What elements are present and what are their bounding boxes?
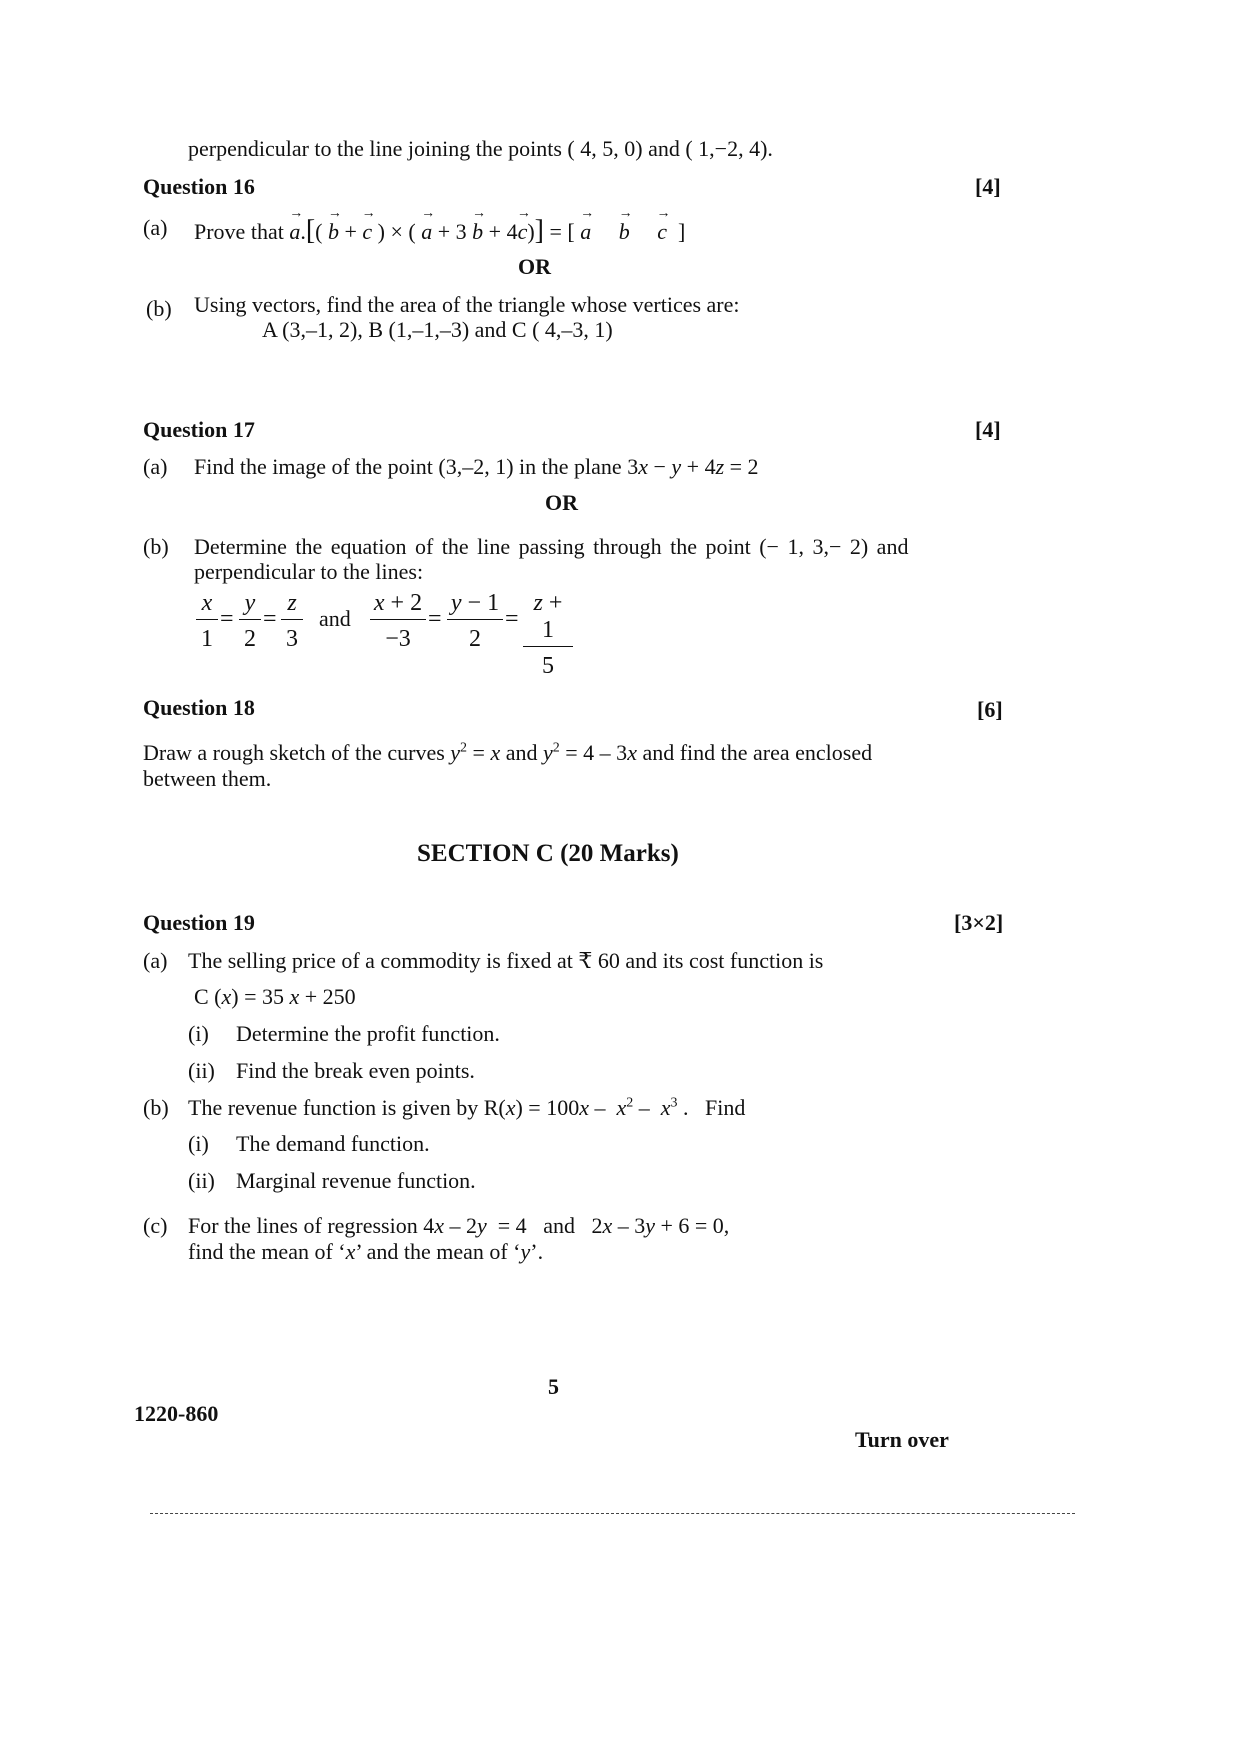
q16-b-text: Using vectors, find the area of the triangle whose vertices are: bbox=[194, 292, 740, 317]
frac-z-3: $\frac{z}{3}$ bbox=[281, 590, 303, 653]
q19-a-ii-text: Find the break even points. bbox=[236, 1058, 475, 1083]
equals-sign: = bbox=[505, 606, 519, 632]
q19-b-statement bbox=[188, 1095, 745, 1120]
q16-b-label: (b) bbox=[146, 296, 172, 321]
q16-a-formula: a →.[( b → + c → ) × ( a → + 3 b → + 4c →)] = [ a → b → c → ] bbox=[289, 219, 685, 244]
q19-b-i-label: (i) bbox=[188, 1131, 209, 1156]
q19-a-ii-label: (ii) bbox=[188, 1058, 215, 1083]
question-17-marks: [4] bbox=[975, 417, 1001, 442]
frac-y-minus-1: $\frac{y - 1}{2}$ bbox=[447, 590, 503, 653]
q18-text-part1: Draw a rough sketch of the curves bbox=[143, 740, 445, 765]
q19-c-text2-b: ’ and the mean of ‘ bbox=[355, 1239, 521, 1264]
q18-text-part2: and find the area enclosed bbox=[642, 740, 873, 765]
turn-over: Turn over bbox=[855, 1427, 949, 1452]
var-x: x bbox=[345, 1239, 356, 1264]
question-18-marks: [6] bbox=[977, 697, 1003, 722]
q18-text-and: and bbox=[505, 740, 538, 765]
question-19-heading: Question 19 bbox=[143, 910, 255, 935]
page-number: 5 bbox=[548, 1374, 559, 1399]
q19-c-line-1: 4x – 2y = 4 bbox=[423, 1213, 527, 1238]
q19-a-i-label: (i) bbox=[188, 1021, 209, 1046]
equals-sign: = bbox=[220, 606, 234, 632]
q19-b-ii-label: (ii) bbox=[188, 1168, 215, 1193]
q19-a-i-text: Determine the profit function. bbox=[236, 1021, 500, 1046]
continuation-text: perpendicular to the line joining the points ( 4, 5, 0) and ( 1,−2, 4). bbox=[188, 136, 773, 161]
q17-b-text2: perpendicular to the lines: bbox=[194, 559, 424, 584]
q19-b-find: Find bbox=[705, 1095, 746, 1120]
section-c-heading: SECTION C (20 Marks) bbox=[417, 840, 679, 867]
q18-curve-1: $y^2 = x$ bbox=[450, 740, 501, 765]
q16-b-vertices: A (3,–1, 2), B (1,–1,–3) and C ( 4,–3, 1) bbox=[262, 317, 613, 342]
q19-c-text: For the lines of regression bbox=[188, 1213, 418, 1238]
q17-b-label: (b) bbox=[143, 534, 169, 559]
question-16-marks: [4] bbox=[975, 174, 1001, 199]
q19-c-line-2: 2x – 3y + 6 = 0, bbox=[591, 1213, 730, 1238]
question-16-heading: Question 16 bbox=[143, 174, 255, 199]
q17-a-statement bbox=[194, 454, 759, 479]
paper-code: 1220-860 bbox=[134, 1401, 219, 1426]
frac-z-plus-1: $\frac{z + 1}{5}$ bbox=[523, 590, 573, 680]
q17-a-label: (a) bbox=[143, 454, 168, 479]
q19-c-and: and bbox=[543, 1213, 575, 1238]
q19-c-statement bbox=[188, 1213, 729, 1238]
q17-a-text: Find the image of the point (3,–2, 1) in the plane bbox=[194, 454, 622, 479]
question-18-heading: Question 18 bbox=[143, 695, 255, 720]
q16-a-statement bbox=[194, 215, 685, 247]
q17-b-text: Determine the equation of the line passing through the point (− 1, 3,− 2) and bbox=[194, 534, 909, 559]
q19-c-text-line2 bbox=[188, 1239, 543, 1264]
q17-and: and bbox=[319, 606, 351, 631]
q19-b-i-text: The demand function. bbox=[236, 1131, 430, 1156]
q18-curve-2: $y^2 = 4 - 3x$ bbox=[543, 740, 637, 765]
q19-a-text: The selling price of a commodity is fixed at ₹ 60 and its cost function is bbox=[188, 948, 824, 973]
q19-b-ii-text: Marginal revenue function. bbox=[236, 1168, 476, 1193]
q19-b-label: (b) bbox=[143, 1095, 169, 1120]
q19-c-text2-c: ’. bbox=[530, 1239, 544, 1264]
equals-sign: = bbox=[263, 606, 277, 632]
q16-a-text: Prove that bbox=[194, 219, 284, 244]
frac-x-plus-2: $\frac{x + 2}{-3}$ bbox=[370, 590, 426, 653]
q19-a-cost-function: C (x) = 35 x + 250 bbox=[194, 984, 356, 1009]
q19-c-label: (c) bbox=[143, 1213, 168, 1238]
q19-b-text: The revenue function is given by bbox=[188, 1095, 479, 1120]
q19-a-label: (a) bbox=[143, 948, 168, 973]
q18-text bbox=[143, 740, 872, 765]
frac-x-1: $\frac{x}{1}$ bbox=[196, 590, 218, 653]
q16-or: OR bbox=[518, 254, 551, 279]
question-17-heading: Question 17 bbox=[143, 417, 255, 442]
footer-divider bbox=[150, 1513, 1075, 1514]
equals-sign: = bbox=[428, 606, 442, 632]
question-19-marks: [3×2] bbox=[954, 910, 1004, 935]
q19-c-text2-a: find the mean of ‘ bbox=[188, 1239, 346, 1264]
q18-text-line2: between them. bbox=[143, 766, 272, 791]
q19-b-revenue-function: $R(x) = 100x - x^2 - x^3$ . bbox=[483, 1095, 689, 1120]
q16-a-label: (a) bbox=[143, 215, 168, 240]
q17-a-plane: 3x − y + 4z = 2 bbox=[627, 454, 759, 479]
var-y: y bbox=[520, 1239, 531, 1264]
q17-or: OR bbox=[545, 490, 578, 515]
frac-y-2: $\frac{y}{2}$ bbox=[239, 590, 261, 653]
